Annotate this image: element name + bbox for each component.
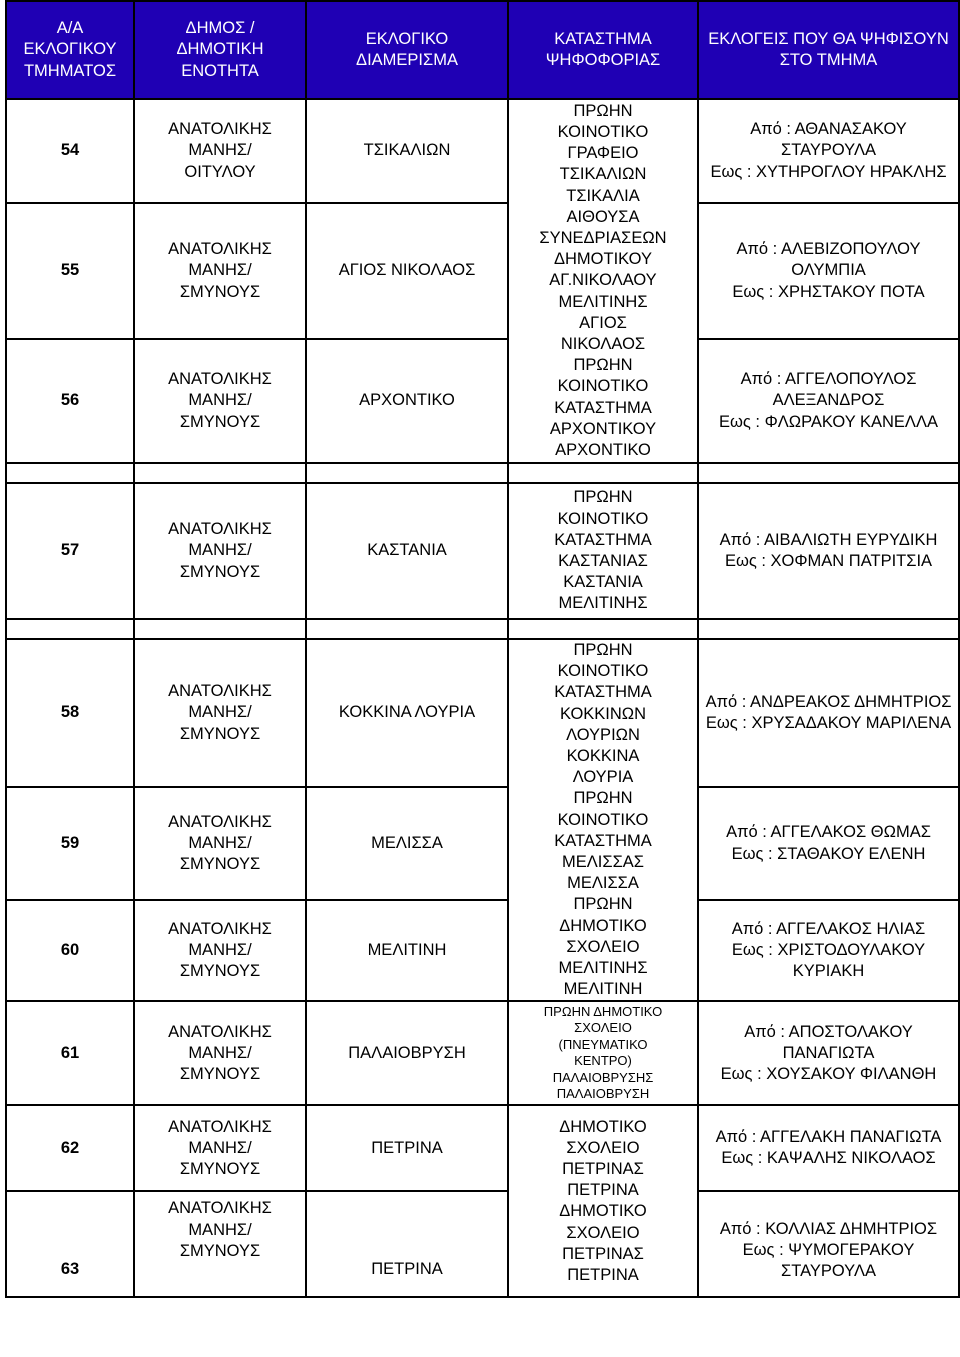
header-polling-station: ΚΑΤΑΣΤΗΜΑ ΨΗΦΟΦΟΡΙΑΣ xyxy=(508,1,698,99)
voters-range: Από : ΑΓΓΕΛΟΠΟΥΛΟΣ ΑΛΕΞΑΝΔΡΟΣ Εως : ΦΛΩΡΑΚΟΥ ΚΑΝΕΛΛΑ xyxy=(698,339,959,463)
section-number: 63 xyxy=(6,1191,134,1297)
table-row xyxy=(6,203,959,339)
municipality: ΑΝΑΤΟΛΙΚΗΣ ΜΑΝΗΣ/ ΣΜΥΝΟΥΣ xyxy=(134,1001,306,1105)
table-row xyxy=(6,339,959,463)
district: ΜΕΛΙΣΣΑ xyxy=(306,787,508,900)
table-row xyxy=(6,1191,959,1297)
voters-range: Από : ΑΘΑΝΑΣΑΚΟΥ ΣΤΑΥΡΟΥΛΑ Εως : ΧΥΤΗΡΟΓΛΟΥ ΗΡΑΚΛΗΣ xyxy=(698,99,959,203)
header-district: ΕΚΛΟΓΙΚΟ ΔΙΑΜΕΡΙΣΜΑ xyxy=(306,1,508,99)
voters-range: Από : ΑΙΒΑΛΙΩΤΗ ΕΥΡΥΔΙΚΗ Εως : ΧΟΦΜΑΝ ΠΑΤΡΙΤΣΙΑ xyxy=(698,483,959,619)
table-row xyxy=(6,1105,959,1191)
municipality: ΑΝΑΤΟΛΙΚΗΣ ΜΑΝΗΣ/ ΟΙΤΥΛΟΥ xyxy=(134,99,306,203)
polling-station: ΠΡΩΗΝ ΚΟΙΝΟΤΙΚΟ ΚΑΤΑΣΤΗΜΑ ΚΟΚΚΙΝΩΝ ΛΟΥΡΙΩΝ ΚΟΚΚΙΝΑ ΛΟΥΡΙΑ ΠΡΩΗΝ ΚΟΙΝΟΤΙΚΟ ΚΑΤΑΣΤΗΜΑ ΜΕΛΙΣΣΑΣ ΜΕΛΙΣΣΑ ΠΡΩΗΝ ΔΗΜΟΤΙΚΟ ΣΧΟΛΕΙΟ ΜΕΛΙΤΙΝΗΣ ΜΕΛΙΤΙΝΗ xyxy=(508,639,698,1001)
spacer-row xyxy=(6,463,959,483)
district: ΚΟΚΚΙΝΑ ΛΟΥΡΙΑ xyxy=(306,639,508,787)
polling-station: ΠΡΩΗΝ ΚΟΙΝΟΤΙΚΟ ΚΑΤΑΣΤΗΜΑ ΚΑΣΤΑΝΙΑΣ ΚΑΣΤΑΝΙΑ ΜΕΛΙΤΙΝΗΣ xyxy=(508,483,698,619)
table-row xyxy=(6,900,959,1001)
table-row xyxy=(6,483,959,619)
district: ΚΑΣΤΑΝΙΑ xyxy=(306,483,508,619)
voters-range: Από : ΑΛΕΒΙΖΟΠΟΥΛΟΥ ΟΛΥΜΠΙΑ Εως : ΧΡΗΣΤΑΚΟΥ ΠΟΤΑ xyxy=(698,203,959,339)
table-row xyxy=(6,639,959,787)
district: ΜΕΛΙΤΙΝΗ xyxy=(306,900,508,1001)
polling-station: ΠΡΩΗΝ ΚΟΙΝΟΤΙΚΟ ΓΡΑΦΕΙΟ ΤΣΙΚΑΛΙΩΝ ΤΣΙΚΑΛΙΑ ΑΙΘΟΥΣΑ ΣΥΝΕΔΡΙΑΣΕΩΝ ΔΗΜΟΤΙΚΟΥ ΑΓ.ΝΙΚΟΛΑΟΥ ΜΕΛΙΤΙΝΗΣ ΑΓΙΟΣ ΝΙΚΟΛΑΟΣ ΠΡΩΗΝ ΚΟΙΝΟΤΙΚΟ ΚΑΤΑΣΤΗΜΑ ΑΡΧΟΝΤΙΚΟΥ ΑΡΧΟΝΤΙΚΟ xyxy=(508,99,698,463)
section-number: 55 xyxy=(6,203,134,339)
header-voters: ΕΚΛΟΓΕΙΣ ΠΟΥ ΘΑ ΨΗΦΙΣΟΥΝ ΣΤΟ ΤΜΗΜΑ xyxy=(698,1,959,99)
municipality: ΑΝΑΤΟΛΙΚΗΣ ΜΑΝΗΣ/ ΣΜΥΝΟΥΣ xyxy=(134,203,306,339)
district: ΠΕΤΡΙΝΑ xyxy=(306,1105,508,1191)
electoral-table xyxy=(5,0,960,1298)
district: ΠΕΤΡΙΝΑ xyxy=(306,1191,508,1297)
voters-range: Από : ΑΓΓΕΛΑΚΗ ΠΑΝΑΓΙΩΤΑ Εως : ΚΑΨΑΛΗΣ ΝΙΚΟΛΑΟΣ xyxy=(698,1105,959,1191)
section-number: 62 xyxy=(6,1105,134,1191)
voters-range: Από : ΑΠΟΣΤΟΛΑΚΟΥ ΠΑΝΑΓΙΩΤΑ Εως : ΧΟΥΣΑΚΟΥ ΦΙΛΑΝΘΗ xyxy=(698,1001,959,1105)
section-number: 60 xyxy=(6,900,134,1001)
voters-range: Από : ΑΓΓΕΛΑΚΟΣ ΘΩΜΑΣ Εως : ΣΤΑΘΑΚΟΥ ΕΛΕΝΗ xyxy=(698,787,959,900)
header-row xyxy=(6,1,959,99)
table-row xyxy=(6,99,959,203)
municipality: ΑΝΑΤΟΛΙΚΗΣ ΜΑΝΗΣ/ ΣΜΥΝΟΥΣ xyxy=(134,900,306,1001)
district: ΤΣΙΚΑΛΙΩΝ xyxy=(306,99,508,203)
municipality: ΑΝΑΤΟΛΙΚΗΣ ΜΑΝΗΣ/ ΣΜΥΝΟΥΣ xyxy=(134,1191,306,1297)
table-row xyxy=(6,787,959,900)
section-number: 56 xyxy=(6,339,134,463)
spacer-row xyxy=(6,619,959,639)
voters-range: Από : ΚΟΛΛΙΑΣ ΔΗΜΗΤΡΙΟΣ Εως : ΨΥΜΟΓΕΡΑΚΟΥ ΣΤΑΥΡΟΥΛΑ xyxy=(698,1191,959,1297)
section-number: 57 xyxy=(6,483,134,619)
voters-range: Από : ΑΝΔΡΕΑΚΟΣ ΔΗΜΗΤΡΙΟΣ Εως : ΧΡΥΣΑΔΑΚΟΥ ΜΑΡΙΛΕΝΑ xyxy=(698,639,959,787)
polling-station: ΠΡΩΗΝ ΔΗΜΟΤΙΚΟ ΣΧΟΛΕΙΟ (ΠΝΕΥΜΑΤΙΚΟ ΚΕΝΤΡΟ) ΠΑΛΑΙΟΒΡΥΣΗΣ ΠΑΛΑΙΟΒΡΥΣΗ xyxy=(508,1001,698,1105)
section-number: 61 xyxy=(6,1001,134,1105)
table-row xyxy=(6,1001,959,1105)
polling-station: ΔΗΜΟΤΙΚΟ ΣΧΟΛΕΙΟ ΠΕΤΡΙΝΑΣ ΠΕΤΡΙΝΑ ΔΗΜΟΤΙΚΟ ΣΧΟΛΕΙΟ ΠΕΤΡΙΝΑΣ ΠΕΤΡΙΝΑ xyxy=(508,1105,698,1297)
voters-range: Από : ΑΓΓΕΛΑΚΟΣ ΗΛΙΑΣ Εως : ΧΡΙΣΤΟΔΟΥΛΑΚΟΥ ΚΥΡΙΑΚΗ xyxy=(698,900,959,1001)
district: ΑΓΙΟΣ ΝΙΚΟΛΑΟΣ xyxy=(306,203,508,339)
header-municipality: ΔΗΜΟΣ / ΔΗΜΟΤΙΚΗ ΕΝΟΤΗΤΑ xyxy=(134,1,306,99)
district: ΠΑΛΑΙΟΒΡΥΣΗ xyxy=(306,1001,508,1105)
header-section-number: Α/Α ΕΚΛΟΓΙΚΟΥ ΤΜΗΜΑΤΟΣ xyxy=(6,1,134,99)
municipality: ΑΝΑΤΟΛΙΚΗΣ ΜΑΝΗΣ/ ΣΜΥΝΟΥΣ xyxy=(134,483,306,619)
municipality: ΑΝΑΤΟΛΙΚΗΣ ΜΑΝΗΣ/ ΣΜΥΝΟΥΣ xyxy=(134,639,306,787)
municipality: ΑΝΑΤΟΛΙΚΗΣ ΜΑΝΗΣ/ ΣΜΥΝΟΥΣ xyxy=(134,787,306,900)
section-number: 59 xyxy=(6,787,134,900)
municipality: ΑΝΑΤΟΛΙΚΗΣ ΜΑΝΗΣ/ ΣΜΥΝΟΥΣ xyxy=(134,1105,306,1191)
district: ΑΡΧΟΝΤΙΚΟ xyxy=(306,339,508,463)
municipality: ΑΝΑΤΟΛΙΚΗΣ ΜΑΝΗΣ/ ΣΜΥΝΟΥΣ xyxy=(134,339,306,463)
section-number: 58 xyxy=(6,639,134,787)
section-number: 54 xyxy=(6,99,134,203)
